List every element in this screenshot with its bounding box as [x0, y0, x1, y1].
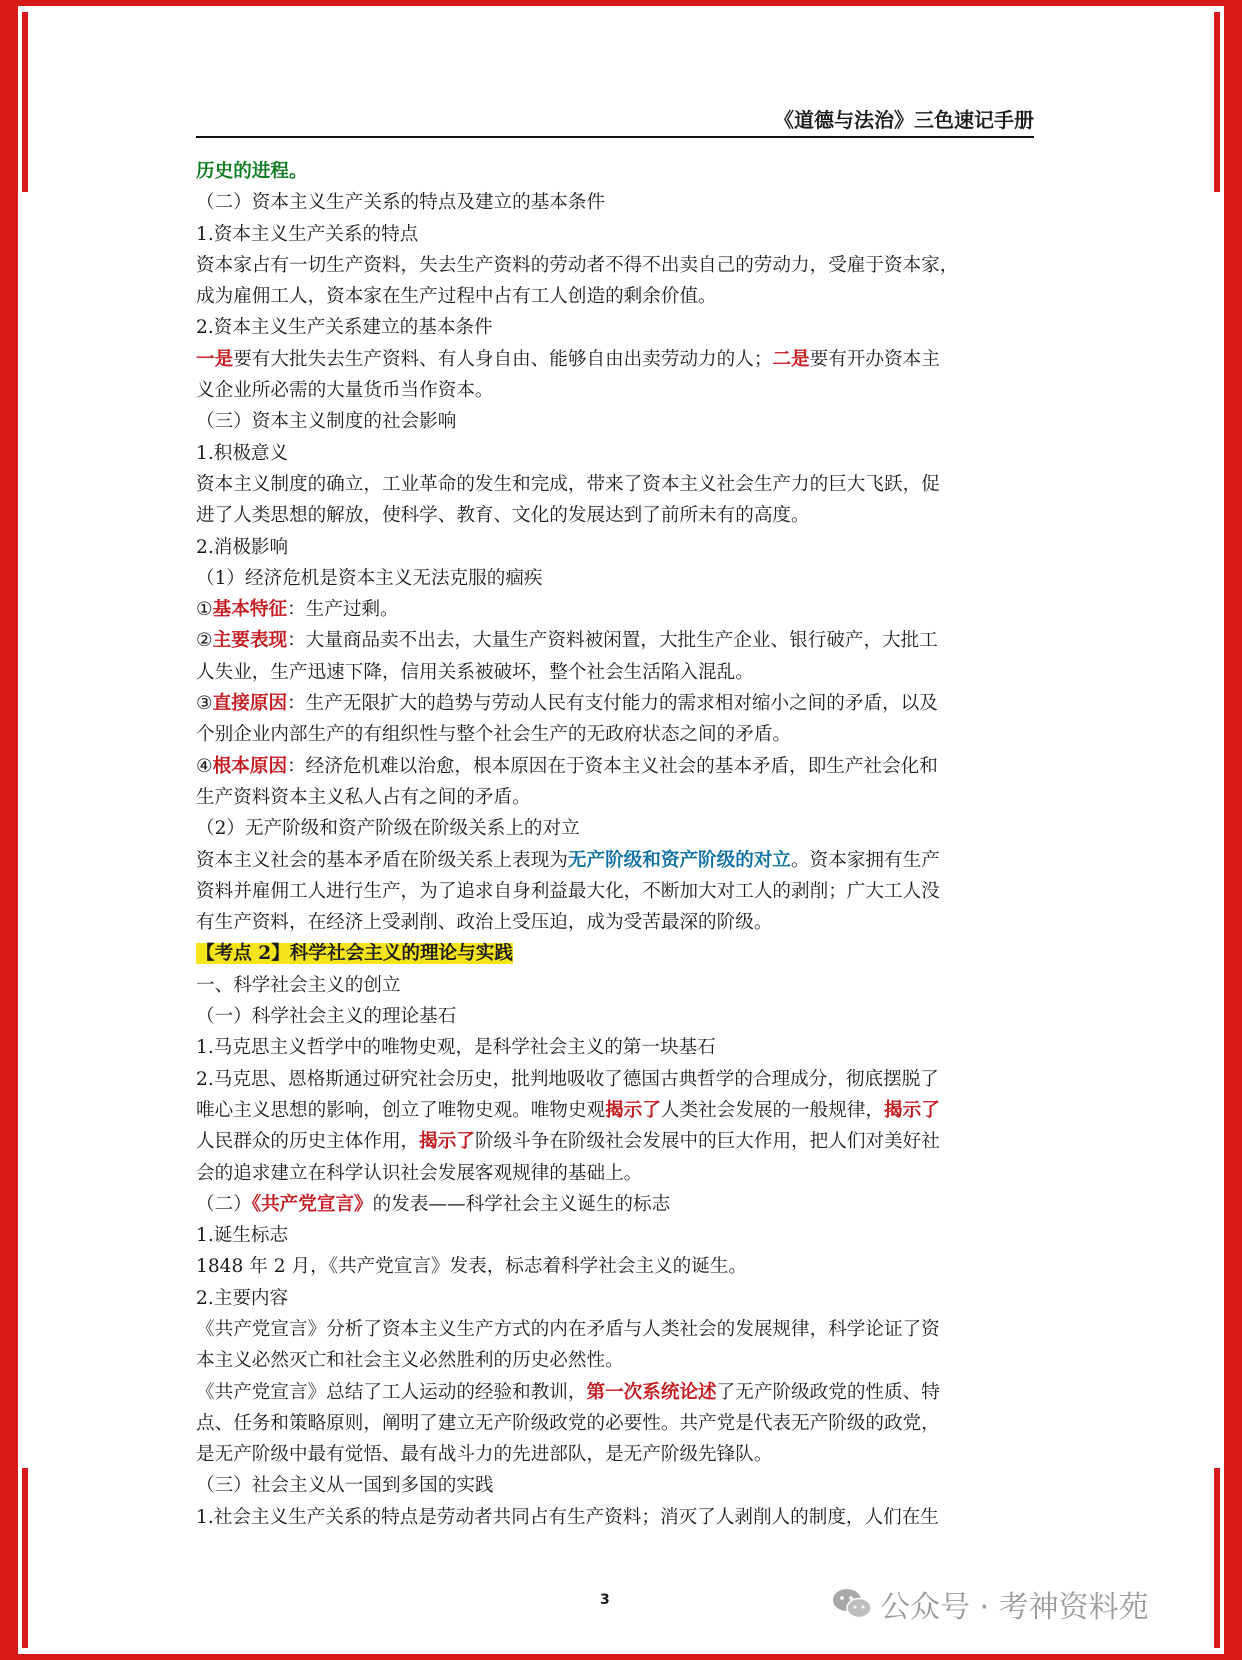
body-text: 1.诞生标志	[196, 1225, 289, 1247]
text-line	[196, 782, 1036, 813]
body-text: 1.马克思主义哲学中的唯物史观，是科学社会主义的第一块基石	[196, 1037, 716, 1059]
body-text: 资本主义社会的基本矛盾在阶级关系上表现为	[196, 849, 568, 871]
body-text: （二）	[196, 1193, 252, 1215]
body-text: 点、任务和策略原则，阐明了建立无产阶级政党的必要性。共产党是代表无产阶级的政党，	[196, 1412, 940, 1434]
body-text: 《共产党宣言》分析了资本主义生产方式的内在矛盾与人类社会的发展规律，科学论证了资	[196, 1318, 940, 1340]
document-body	[196, 156, 1036, 1533]
body-text: 1.资本主义生产关系的特点	[196, 223, 419, 245]
text-line	[196, 219, 1036, 250]
text-line	[196, 1314, 1036, 1345]
emphasis-text: 揭示了	[884, 1099, 940, 1121]
body-text: ①	[196, 599, 213, 621]
body-text: （三）资本主义制度的社会影响	[196, 411, 457, 433]
emphasis-text: 【考点 2】科学社会主义的理论与实践	[196, 943, 513, 965]
text-line	[196, 688, 1036, 719]
body-text: （一）科学社会主义的理论基石	[196, 1006, 457, 1028]
text-line	[196, 1126, 1036, 1157]
body-text: 1.积极意义	[196, 442, 289, 464]
body-text: 1848 年 2 月，《共产党宣言》发表，标志着科学社会主义的诞生。	[196, 1256, 748, 1278]
body-text: （二）资本主义生产关系的特点及建立的基本条件	[196, 192, 606, 214]
text-line	[196, 938, 1036, 969]
body-text: 要有大批失去生产资料、有人身自由、能够自由出卖劳动力的人；	[233, 348, 773, 370]
text-line	[196, 1158, 1036, 1189]
body-text: 生产资料资本主义私人占有之间的矛盾。	[196, 786, 531, 808]
body-text: 了无产阶级政党的性质、特	[716, 1381, 940, 1403]
body-text: 个别企业内部生产的有组织性与整个社会生产的无政府状态之间的矛盾。	[196, 724, 792, 746]
body-text: 一、科学社会主义的创立	[196, 974, 401, 996]
body-text: 资料并雇佣工人进行生产，为了追求自身利益最大化，不断加大对工人的剥削；广大工人没	[196, 880, 940, 902]
body-text: ③	[196, 693, 213, 715]
body-text: 要有开办资本主	[809, 348, 940, 370]
body-text: 的发表——科学社会主义诞生的标志	[372, 1193, 671, 1215]
body-text: 是无产阶级中最有觉悟、最有战斗力的先进部队，是无产阶级先锋队。	[196, 1444, 773, 1466]
wechat-icon	[832, 1587, 872, 1621]
text-line	[196, 344, 1036, 375]
body-text: ：经济危机难以治愈，根本原因在于资本主义社会的基本矛盾，即生产社会化和	[287, 755, 938, 777]
page-header: 《道德与法治》三色速记手册	[196, 104, 1034, 138]
emphasis-text: 《共产党宣言》	[251, 1193, 373, 1215]
text-line	[196, 625, 1036, 656]
body-text: 《共产党宣言》总结了工人运动的经验和教训，	[196, 1381, 587, 1403]
text-line	[196, 1502, 1036, 1533]
text-line	[196, 563, 1036, 594]
text-line	[196, 907, 1036, 938]
text-line	[196, 532, 1036, 563]
body-text: 1.社会主义生产关系的特点是劳动者共同占有生产资料；消灭了人剥削人的制度，人们在生	[196, 1506, 939, 1528]
page-frame-bottom	[0, 1654, 1242, 1660]
body-text: 人失业，生产迅速下降，信用关系被破坏，整个社会生活陷入混乱。	[196, 661, 754, 683]
text-line	[196, 1470, 1036, 1501]
emphasis-text: 无产阶级和资产阶级的对立	[567, 849, 792, 871]
text-line	[196, 1032, 1036, 1063]
frame-corner-decoration	[22, 12, 28, 192]
text-line	[196, 250, 1036, 281]
watermark	[832, 1582, 1149, 1626]
emphasis-text: 主要表现	[212, 630, 288, 652]
text-line	[196, 1283, 1036, 1314]
body-text: （三）社会主义从一国到多国的实践	[196, 1475, 494, 1497]
text-line	[196, 876, 1036, 907]
body-text: ：生产无限扩大的趋势与劳动人民有支付能力的需求相对缩小之间的矛盾，以及	[287, 693, 938, 715]
body-text: 资本主义制度的确立，工业革命的发生和完成，带来了资本主义社会生产力的巨大飞跃，促	[196, 473, 940, 495]
body-text: 义企业所必需的大量货币当作资本。	[196, 380, 494, 402]
body-text: 会的追求建立在科学认识社会发展客观规律的基础上。	[196, 1162, 643, 1184]
text-line	[196, 657, 1036, 688]
text-line	[196, 1345, 1036, 1376]
text-line	[196, 500, 1036, 531]
text-line	[196, 156, 1036, 187]
text-line	[196, 1251, 1036, 1282]
text-line	[196, 970, 1036, 1001]
emphasis-text: 揭示了	[605, 1099, 661, 1121]
text-line	[196, 594, 1036, 625]
emphasis-text: 揭示了	[419, 1131, 475, 1153]
body-text: 。资本家拥有生产	[791, 849, 940, 871]
text-line	[196, 281, 1036, 312]
frame-corner-decoration	[1214, 1468, 1220, 1648]
text-line	[196, 751, 1036, 782]
body-text: 人类社会发展的一般规律，	[660, 1099, 885, 1121]
text-line	[196, 1220, 1036, 1251]
text-line	[196, 845, 1036, 876]
text-line	[196, 469, 1036, 500]
body-text: 人民群众的历史主体作用，	[196, 1131, 420, 1153]
body-text: ：大量商品卖不出去，大量生产资料被闲置，大批生产企业、银行破产，大批工	[287, 630, 938, 652]
text-line	[196, 375, 1036, 406]
body-text: 2.消极影响	[196, 536, 289, 558]
body-text: 2.主要内容	[196, 1287, 289, 1309]
body-text: ：生产过剩。	[287, 599, 399, 621]
page-number: 3	[600, 1592, 610, 1608]
emphasis-text: 一是	[196, 348, 234, 370]
emphasis-text: 基本特征	[212, 599, 288, 621]
body-text: 有生产资料，在经济上受剥削、政治上受压迫，成为受苦最深的阶级。	[196, 912, 773, 934]
body-text: 本主义必然灭亡和社会主义必然胜利的历史必然性。	[196, 1350, 624, 1372]
frame-corner-decoration	[1214, 12, 1220, 192]
frame-corner-decoration	[22, 1468, 28, 1648]
emphasis-text: 历史的进程。	[196, 161, 308, 182]
body-text: 成为雇佣工人，资本家在生产过程中占有工人创造的剩余价值。	[196, 286, 717, 308]
body-text: （1）经济危机是资本主义无法克服的痼疾	[196, 567, 543, 589]
text-line	[196, 187, 1036, 218]
body-text: ②	[196, 630, 213, 652]
text-line	[196, 813, 1036, 844]
body-text: 资本家占有一切生产资料，失去生产资料的劳动者不得不出卖自己的劳动力，受雇于资本家，	[196, 254, 959, 276]
text-line	[196, 1377, 1036, 1408]
text-line	[196, 438, 1036, 469]
body-text: 进了人类思想的解放，使科学、教育、文化的发展达到了前所未有的高度。	[196, 505, 810, 527]
text-line	[196, 1064, 1036, 1095]
text-line	[196, 406, 1036, 437]
text-line	[196, 1408, 1036, 1439]
body-text: 2.马克思、恩格斯通过研究社会历史，批判地吸收了德国古典哲学的合理成分，彻底摆脱了	[196, 1068, 939, 1090]
text-line	[196, 719, 1036, 750]
text-line	[196, 312, 1036, 343]
emphasis-text: 第一次系统论述	[586, 1381, 717, 1403]
emphasis-text: 二是	[772, 348, 810, 370]
page-frame-top	[0, 0, 1242, 6]
watermark-text: 公众号 · 考神资料苑	[880, 1590, 1149, 1625]
body-text: （2）无产阶级和资产阶级在阶级关系上的对立	[196, 818, 580, 840]
page-frame-right	[1224, 0, 1242, 1660]
body-text: 唯心主义思想的影响，创立了唯物史观。唯物史观	[196, 1099, 606, 1121]
body-text: 2.资本主义生产关系建立的基本条件	[196, 317, 493, 339]
page-frame-left	[0, 0, 18, 1660]
emphasis-text: 直接原因	[212, 693, 288, 715]
text-line	[196, 1095, 1036, 1126]
emphasis-text: 根本原因	[212, 755, 288, 777]
text-line	[196, 1001, 1036, 1032]
body-text: ④	[196, 755, 213, 777]
body-text: 阶级斗争在阶级社会发展中的巨大作用，把人们对美好社	[474, 1131, 940, 1153]
text-line	[196, 1189, 1036, 1220]
text-line	[196, 1439, 1036, 1470]
